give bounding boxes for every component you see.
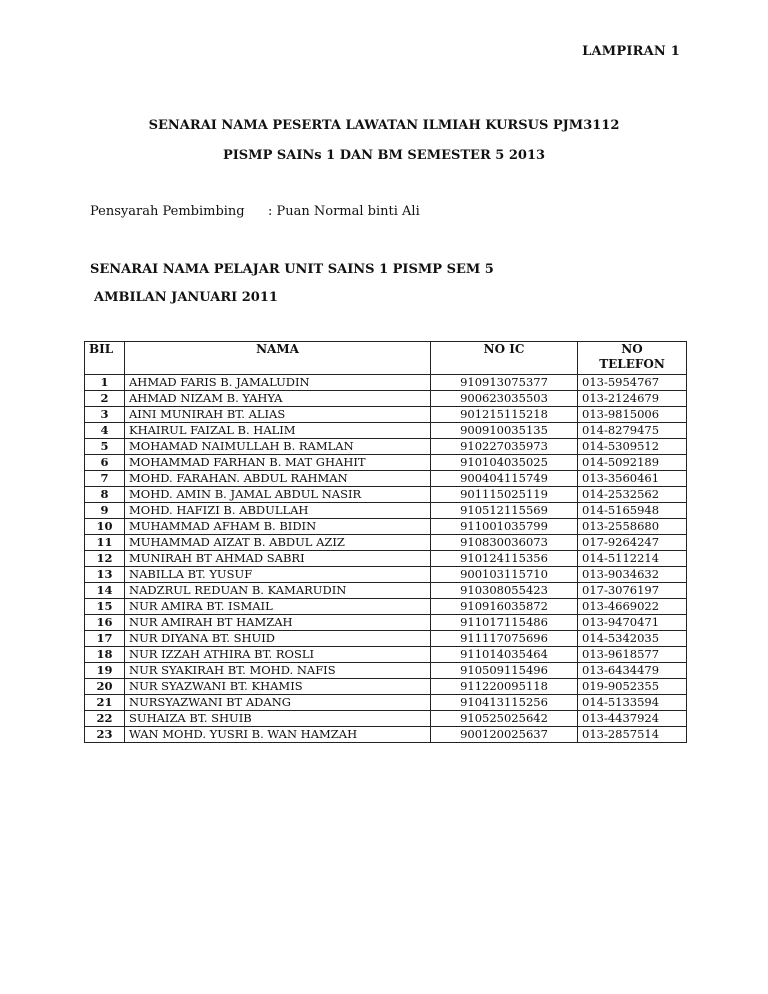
row-ic: 911220095118 <box>431 679 578 695</box>
row-nama: NUR SYAZWANI BT. KHAMIS <box>125 679 431 695</box>
row-ic: 900623035503 <box>431 391 578 407</box>
row-nama: NABILLA BT. YUSUF <box>125 567 431 583</box>
row-telefon: 017-3076197 <box>578 583 687 599</box>
row-ic: 911001035799 <box>431 519 578 535</box>
row-telefon: 013-5954767 <box>578 375 687 391</box>
row-telefon: 014-5092189 <box>578 455 687 471</box>
row-nama: MOHD. FARAHAN. ABDUL RAHMAN <box>125 471 431 487</box>
row-bil: 22 <box>85 711 125 727</box>
row-bil: 12 <box>85 551 125 567</box>
row-nama: MOHAMAD NAIMULLAH B. RAMLAN <box>125 439 431 455</box>
row-bil: 19 <box>85 663 125 679</box>
row-ic: 910227035973 <box>431 439 578 455</box>
row-ic: 900910035135 <box>431 423 578 439</box>
row-ic: 910413115256 <box>431 695 578 711</box>
row-nama: AHMAD FARIS B. JAMALUDIN <box>125 375 431 391</box>
table-row <box>85 391 687 407</box>
row-ic: 911117075696 <box>431 631 578 647</box>
column-header-telefon-line-2: TELEFON <box>599 357 665 371</box>
row-nama: KHAIRUL FAIZAL B. HALIM <box>125 423 431 439</box>
row-ic: 901215115218 <box>431 407 578 423</box>
table-row <box>85 375 687 391</box>
row-nama: MUHAMMAD AIZAT B. ABDUL AZIZ <box>125 535 431 551</box>
row-nama: WAN MOHD. YUSRI B. WAN HAMZAH <box>125 727 431 743</box>
student-table <box>84 341 687 743</box>
document-subtitle: PISMP SAINs 1 DAN BM SEMESTER 5 2013 <box>222 148 546 163</box>
table-row <box>85 439 687 455</box>
column-header-nama: NAMA <box>125 342 431 375</box>
row-bil: 9 <box>85 503 125 519</box>
supervisor-label: Pensyarah Pembimbing <box>90 204 245 219</box>
row-bil: 11 <box>85 535 125 551</box>
row-bil: 4 <box>85 423 125 439</box>
row-nama: MUNIRAH BT AHMAD SABRI <box>125 551 431 567</box>
row-telefon: 014-5165948 <box>578 503 687 519</box>
row-bil: 21 <box>85 695 125 711</box>
row-nama: MUHAMMAD AFHAM B. BIDIN <box>125 519 431 535</box>
row-bil: 20 <box>85 679 125 695</box>
row-ic: 910509115496 <box>431 663 578 679</box>
row-telefon: 013-4437924 <box>578 711 687 727</box>
row-ic: 910124115356 <box>431 551 578 567</box>
table-row <box>85 487 687 503</box>
table-row <box>85 631 687 647</box>
row-telefon: 014-5342035 <box>578 631 687 647</box>
table-row <box>85 727 687 743</box>
row-nama: AINI MUNIRAH BT. ALIAS <box>125 407 431 423</box>
row-telefon: 013-9618577 <box>578 647 687 663</box>
row-ic: 900404115749 <box>431 471 578 487</box>
row-bil: 2 <box>85 391 125 407</box>
row-bil: 7 <box>85 471 125 487</box>
column-header-bil: BIL <box>85 342 125 375</box>
row-ic: 900120025637 <box>431 727 578 743</box>
row-bil: 5 <box>85 439 125 455</box>
row-nama: MOHD. HAFIZI B. ABDULLAH <box>125 503 431 519</box>
row-telefon: 017-9264247 <box>578 535 687 551</box>
row-telefon: 014-5112214 <box>578 551 687 567</box>
table-row <box>85 519 687 535</box>
row-bil: 8 <box>85 487 125 503</box>
row-ic: 910308055423 <box>431 583 578 599</box>
table-header-row <box>85 342 687 375</box>
row-ic: 901115025119 <box>431 487 578 503</box>
section-subheading: AMBILAN JANUARI 2011 <box>94 290 278 305</box>
supervisor-value: : Puan Normal binti Ali <box>268 204 420 219</box>
row-nama: NUR AMIRAH BT HAMZAH <box>125 615 431 631</box>
row-telefon: 013-2857514 <box>578 727 687 743</box>
table-row <box>85 567 687 583</box>
row-bil: 10 <box>85 519 125 535</box>
row-telefon: 013-3560461 <box>578 471 687 487</box>
row-telefon: 019-9052355 <box>578 679 687 695</box>
table-row <box>85 663 687 679</box>
row-nama: NUR SYAKIRAH BT. MOHD. NAFIS <box>125 663 431 679</box>
table-row <box>85 455 687 471</box>
table-row <box>85 695 687 711</box>
row-telefon: 014-5309512 <box>578 439 687 455</box>
row-telefon: 013-2558680 <box>578 519 687 535</box>
table-row <box>85 615 687 631</box>
row-bil: 1 <box>85 375 125 391</box>
row-telefon: 014-8279475 <box>578 423 687 439</box>
row-nama: AHMAD NIZAM B. YAHYA <box>125 391 431 407</box>
row-nama: NUR IZZAH ATHIRA BT. ROSLI <box>125 647 431 663</box>
document-title: SENARAI NAMA PESERTA LAWATAN ILMIAH KURSUS PJM3112 <box>148 118 620 133</box>
appendix-label: LAMPIRAN 1 <box>582 44 680 59</box>
row-ic: 910916035872 <box>431 599 578 615</box>
row-ic: 910512115569 <box>431 503 578 519</box>
table-row <box>85 551 687 567</box>
table-row <box>85 471 687 487</box>
row-bil: 14 <box>85 583 125 599</box>
table-row <box>85 599 687 615</box>
table-row <box>85 503 687 519</box>
table-row <box>85 647 687 663</box>
row-nama: MOHD. AMIN B. JAMAL ABDUL NASIR <box>125 487 431 503</box>
row-ic: 910913075377 <box>431 375 578 391</box>
row-bil: 6 <box>85 455 125 471</box>
row-ic: 910525025642 <box>431 711 578 727</box>
row-ic: 900103115710 <box>431 567 578 583</box>
table-row <box>85 583 687 599</box>
row-bil: 16 <box>85 615 125 631</box>
row-telefon: 013-9815006 <box>578 407 687 423</box>
table-row <box>85 407 687 423</box>
row-ic: 910104035025 <box>431 455 578 471</box>
row-nama: NURSYAZWANI BT ADANG <box>125 695 431 711</box>
section-heading: SENARAI NAMA PELAJAR UNIT SAINS 1 PISMP SEM 5 <box>90 262 494 277</box>
row-ic: 911017115486 <box>431 615 578 631</box>
row-nama: NUR DIYANA BT. SHUID <box>125 631 431 647</box>
row-ic: 911014035464 <box>431 647 578 663</box>
row-telefon: 014-2532562 <box>578 487 687 503</box>
row-telefon: 013-6434479 <box>578 663 687 679</box>
row-bil: 18 <box>85 647 125 663</box>
row-ic: 910830036073 <box>431 535 578 551</box>
table-row <box>85 679 687 695</box>
column-header-telefon <box>578 342 687 375</box>
row-bil: 13 <box>85 567 125 583</box>
row-bil: 15 <box>85 599 125 615</box>
supervisor-line <box>90 204 420 219</box>
column-header-ic: NO IC <box>431 342 578 375</box>
row-bil: 3 <box>85 407 125 423</box>
row-telefon: 013-9034632 <box>578 567 687 583</box>
table-row <box>85 535 687 551</box>
column-header-telefon-line-1: NO <box>621 342 643 356</box>
row-nama: NADZRUL REDUAN B. KAMARUDIN <box>125 583 431 599</box>
row-telefon: 014-5133594 <box>578 695 687 711</box>
table-row <box>85 711 687 727</box>
row-telefon: 013-4669022 <box>578 599 687 615</box>
row-nama: MOHAMMAD FARHAN B. MAT GHAHIT <box>125 455 431 471</box>
row-bil: 17 <box>85 631 125 647</box>
table-row <box>85 423 687 439</box>
row-nama: SUHAIZA BT. SHUIB <box>125 711 431 727</box>
row-telefon: 013-9470471 <box>578 615 687 631</box>
row-telefon: 013-2124679 <box>578 391 687 407</box>
row-nama: NUR AMIRA BT. ISMAIL <box>125 599 431 615</box>
row-bil: 23 <box>85 727 125 743</box>
